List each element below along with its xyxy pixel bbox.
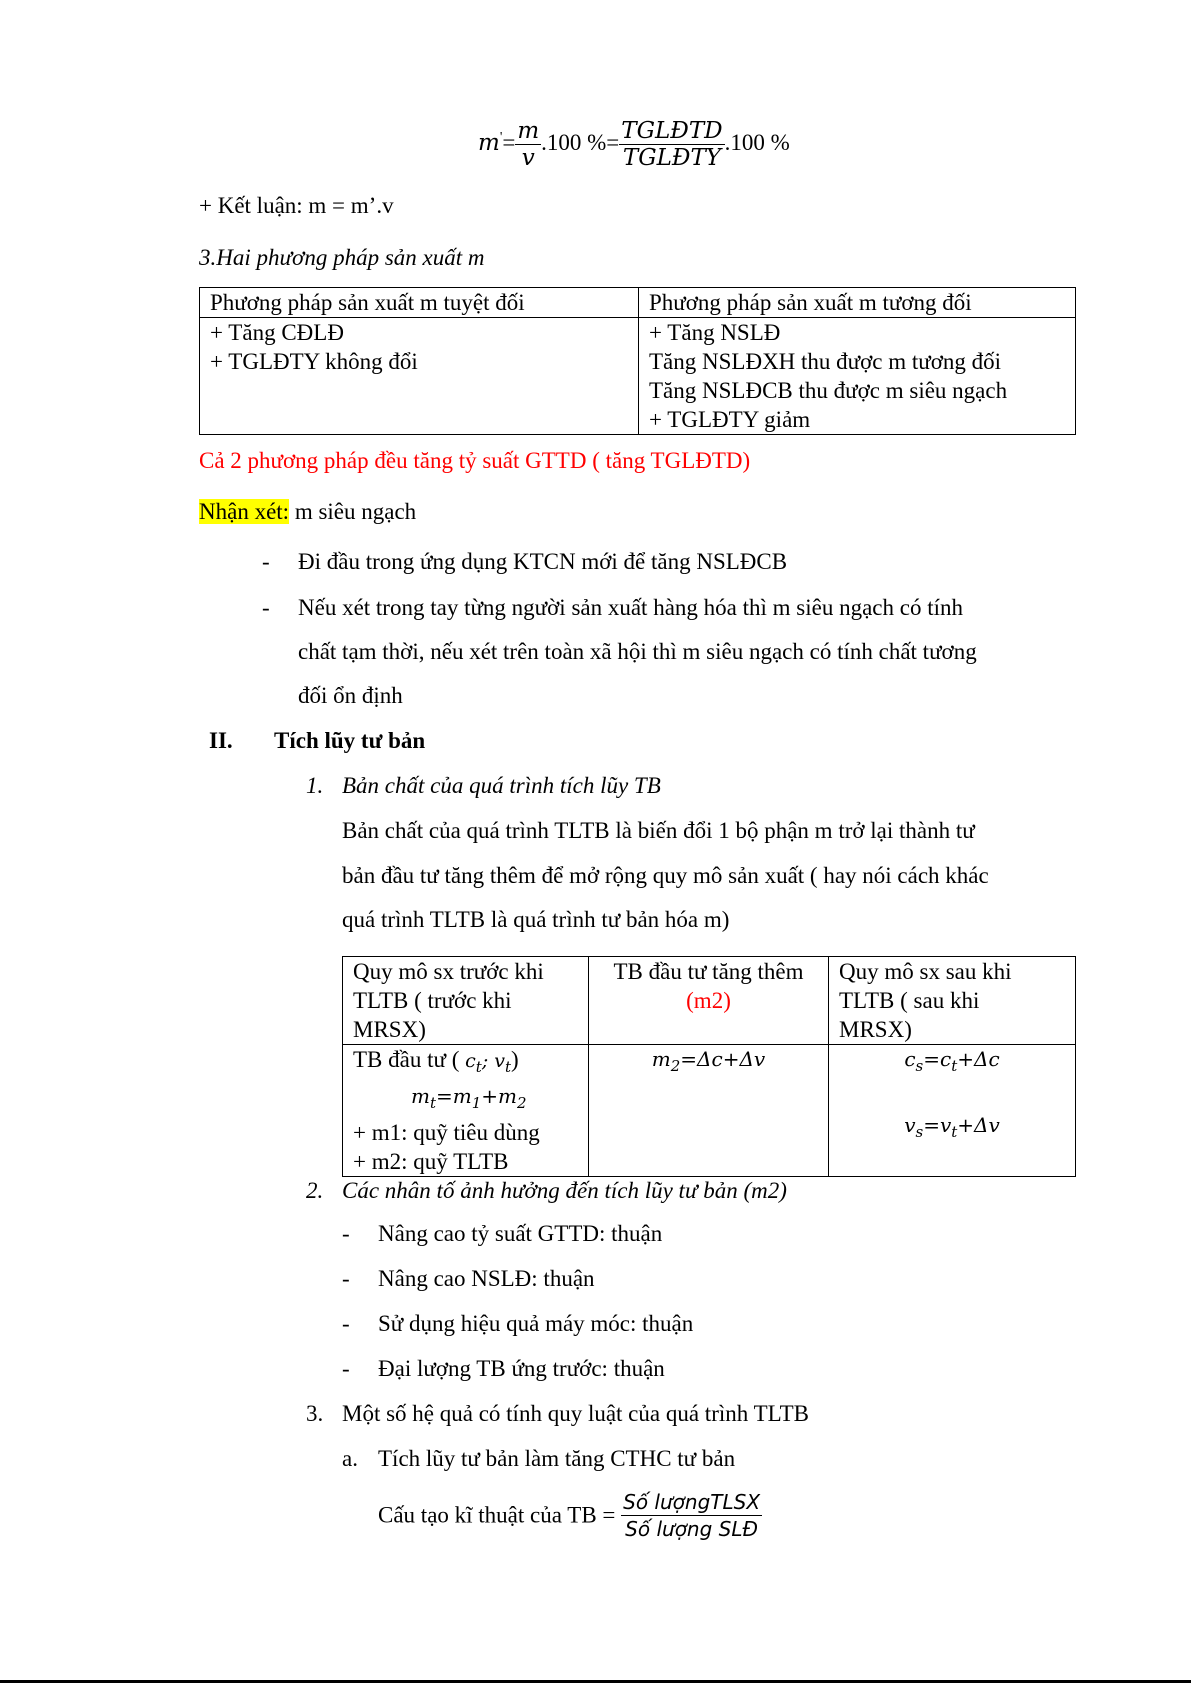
page-bottom-rule bbox=[0, 1680, 1191, 1683]
sep: ; bbox=[481, 1050, 495, 1072]
item1-title: Bản chất của quá trình tích lũy TB bbox=[342, 773, 661, 798]
bullet-item: Nếu xét trong tay từng người sản xuất hàng hóa thì m siêu ngạch có tính bbox=[298, 595, 963, 620]
spacer bbox=[839, 1081, 1065, 1111]
line: TB đầu tư tăng thêm bbox=[613, 959, 804, 984]
header-after bbox=[829, 957, 1076, 1045]
sub: s bbox=[915, 1057, 924, 1075]
sub: t bbox=[951, 1057, 958, 1075]
bullet-dash: - bbox=[262, 595, 270, 620]
line: Tăng NSLĐXH thu được m tương đối bbox=[649, 349, 1002, 374]
line-cs bbox=[839, 1045, 1065, 1081]
line: + m1: quỹ tiêu dùng bbox=[353, 1120, 540, 1145]
text: ) bbox=[511, 1047, 519, 1072]
var: =c bbox=[923, 1047, 952, 1071]
sub: s bbox=[915, 1123, 924, 1141]
var: v bbox=[904, 1113, 916, 1137]
header-before bbox=[343, 957, 589, 1045]
fraction-m-over-v bbox=[515, 118, 541, 171]
fraction-ctkt bbox=[621, 1489, 762, 1542]
line: + TGLĐTY không đổi bbox=[210, 349, 418, 374]
item2-number: 2. bbox=[306, 1178, 324, 1203]
line: + m2: quỹ TLTB bbox=[353, 1149, 509, 1174]
frac-den: Số lượng SLĐ bbox=[625, 1517, 758, 1541]
frac-num: m bbox=[517, 118, 540, 144]
line: TLTB ( sau khi bbox=[839, 988, 980, 1013]
formula-prime: ' bbox=[499, 130, 503, 146]
bullet-dash: - bbox=[262, 549, 270, 574]
remark-label: Nhận xét: bbox=[199, 499, 290, 524]
factor-item: Đại lượng TB ứng trước: thuận bbox=[378, 1356, 665, 1381]
var: m bbox=[411, 1084, 430, 1108]
line: Tăng NSLĐCB thu được m siêu ngạch bbox=[649, 378, 1008, 403]
methods-table bbox=[199, 287, 1076, 435]
line-investment bbox=[353, 1045, 578, 1082]
frac-num: TGLĐTD bbox=[621, 118, 723, 144]
bullet-dash: - bbox=[342, 1356, 350, 1381]
line: MRSX) bbox=[353, 1017, 426, 1042]
sub-a-label: a. bbox=[342, 1446, 358, 1471]
section2-title: Tích lũy tư bản bbox=[274, 728, 426, 753]
red-note: Cả 2 phương pháp đều tăng tỷ suất GTTD ( tăng TGLĐTD) bbox=[199, 448, 751, 473]
line: + Tăng CĐLĐ bbox=[210, 320, 344, 345]
var: c bbox=[465, 1050, 476, 1072]
remark bbox=[199, 497, 416, 527]
formula-tail: .100 % bbox=[724, 129, 790, 155]
text: TB đầu tư ( bbox=[353, 1047, 460, 1072]
header-absolute: Phương pháp sản xuất m tuyệt đối bbox=[200, 288, 639, 318]
remark-text: m siêu ngạch bbox=[289, 499, 417, 524]
fraction-tgl bbox=[619, 118, 724, 171]
frac-num: Số lượngTLSX bbox=[623, 1490, 761, 1514]
technical-composition-formula bbox=[378, 1489, 762, 1542]
cell-before bbox=[343, 1045, 589, 1177]
item1-line: Bản chất của quá trình TLTB là biến đổi 1 bộ phận m trở lại thành tư bbox=[342, 818, 975, 843]
sub: t bbox=[429, 1094, 436, 1112]
line: MRSX) bbox=[839, 1017, 912, 1042]
line: TLTB ( trước khi bbox=[353, 988, 512, 1013]
line-m2: (m2) bbox=[686, 988, 731, 1013]
line-mt bbox=[353, 1082, 578, 1118]
var: v bbox=[494, 1050, 505, 1072]
var: m bbox=[651, 1047, 671, 1071]
var: c bbox=[904, 1047, 916, 1071]
sub: t bbox=[505, 1058, 512, 1076]
line: + Tăng NSLĐ bbox=[649, 320, 781, 345]
bullet-dash: - bbox=[342, 1221, 350, 1246]
formula-lhs: m bbox=[478, 129, 500, 156]
item1-line: quá trình TLTB là quá trình tư bản hóa m) bbox=[342, 907, 730, 932]
item1-line: bản đầu tư tăng thêm để mở rộng quy mô sản xuất ( hay nói cách khác bbox=[342, 863, 989, 888]
var: +Δc bbox=[957, 1047, 1000, 1071]
line-vs bbox=[839, 1111, 1065, 1147]
accumulation-table bbox=[342, 956, 1076, 1177]
bullet-dash: - bbox=[342, 1311, 350, 1336]
item1-number: 1. bbox=[306, 773, 324, 798]
sub-a-title: Tích lũy tư bản làm tăng CTHC tư bản bbox=[378, 1446, 736, 1471]
ctkt-label: Cấu tạo kĩ thuật của TB = bbox=[378, 1502, 616, 1528]
item3-number: 3. bbox=[306, 1401, 324, 1426]
frac-den: v bbox=[521, 145, 535, 171]
factor-item: Nâng cao tỷ suất GTTD: thuận bbox=[378, 1221, 663, 1246]
formula-surplus-rate bbox=[478, 118, 790, 171]
section2-roman: II. bbox=[209, 728, 233, 753]
cell-after bbox=[829, 1045, 1076, 1177]
bullet-item-cont: chất tạm thời, nếu xét trên toàn xã hội thì m siêu ngạch có tính chất tương bbox=[298, 639, 977, 664]
line: Quy mô sx sau khi bbox=[839, 959, 1012, 984]
item2-title: Các nhân tố ảnh hưởng đến tích lũy tư bản (m2) bbox=[342, 1178, 787, 1203]
var: =Δc+Δv bbox=[680, 1047, 766, 1071]
cell-relative bbox=[639, 318, 1076, 435]
header-added bbox=[589, 957, 829, 1045]
header-relative: Phương pháp sản xuất m tương đối bbox=[639, 288, 1076, 318]
line: + TGLĐTY giảm bbox=[649, 407, 811, 432]
var: +m bbox=[481, 1084, 518, 1108]
var: =m bbox=[436, 1084, 472, 1108]
formula-eq: = bbox=[502, 129, 516, 155]
frac-den: TGLĐTY bbox=[622, 145, 721, 171]
formula-mid: .100 %= bbox=[541, 129, 620, 155]
sub: 2 bbox=[517, 1094, 527, 1112]
factor-item: Sử dụng hiệu quả máy móc: thuận bbox=[378, 1311, 694, 1336]
sub: t bbox=[475, 1058, 482, 1076]
var: =v bbox=[923, 1113, 952, 1137]
bullet-item: Đi đầu trong ứng dụng KTCN mới để tăng NSLĐCB bbox=[298, 549, 788, 574]
line-m2-formula bbox=[599, 1045, 818, 1081]
line: Quy mô sx trước khi bbox=[353, 959, 544, 984]
section3-title: 3.Hai phương pháp sản xuất m bbox=[199, 245, 485, 270]
var: +Δv bbox=[957, 1113, 1000, 1137]
cell-added bbox=[589, 1045, 829, 1177]
item3-title: Một số hệ quả có tính quy luật của quá trình TLTB bbox=[342, 1401, 809, 1426]
sub: t bbox=[951, 1123, 958, 1141]
bullet-item-cont: đối ổn định bbox=[298, 683, 403, 708]
conclusion: + Kết luận: m = m’.v bbox=[199, 193, 394, 218]
factor-item: Nâng cao NSLĐ: thuận bbox=[378, 1266, 595, 1291]
math-ct bbox=[465, 1050, 512, 1076]
sub: 1 bbox=[471, 1094, 482, 1112]
bullet-dash: - bbox=[342, 1266, 350, 1291]
sub: 2 bbox=[670, 1057, 681, 1075]
cell-absolute bbox=[200, 318, 639, 435]
